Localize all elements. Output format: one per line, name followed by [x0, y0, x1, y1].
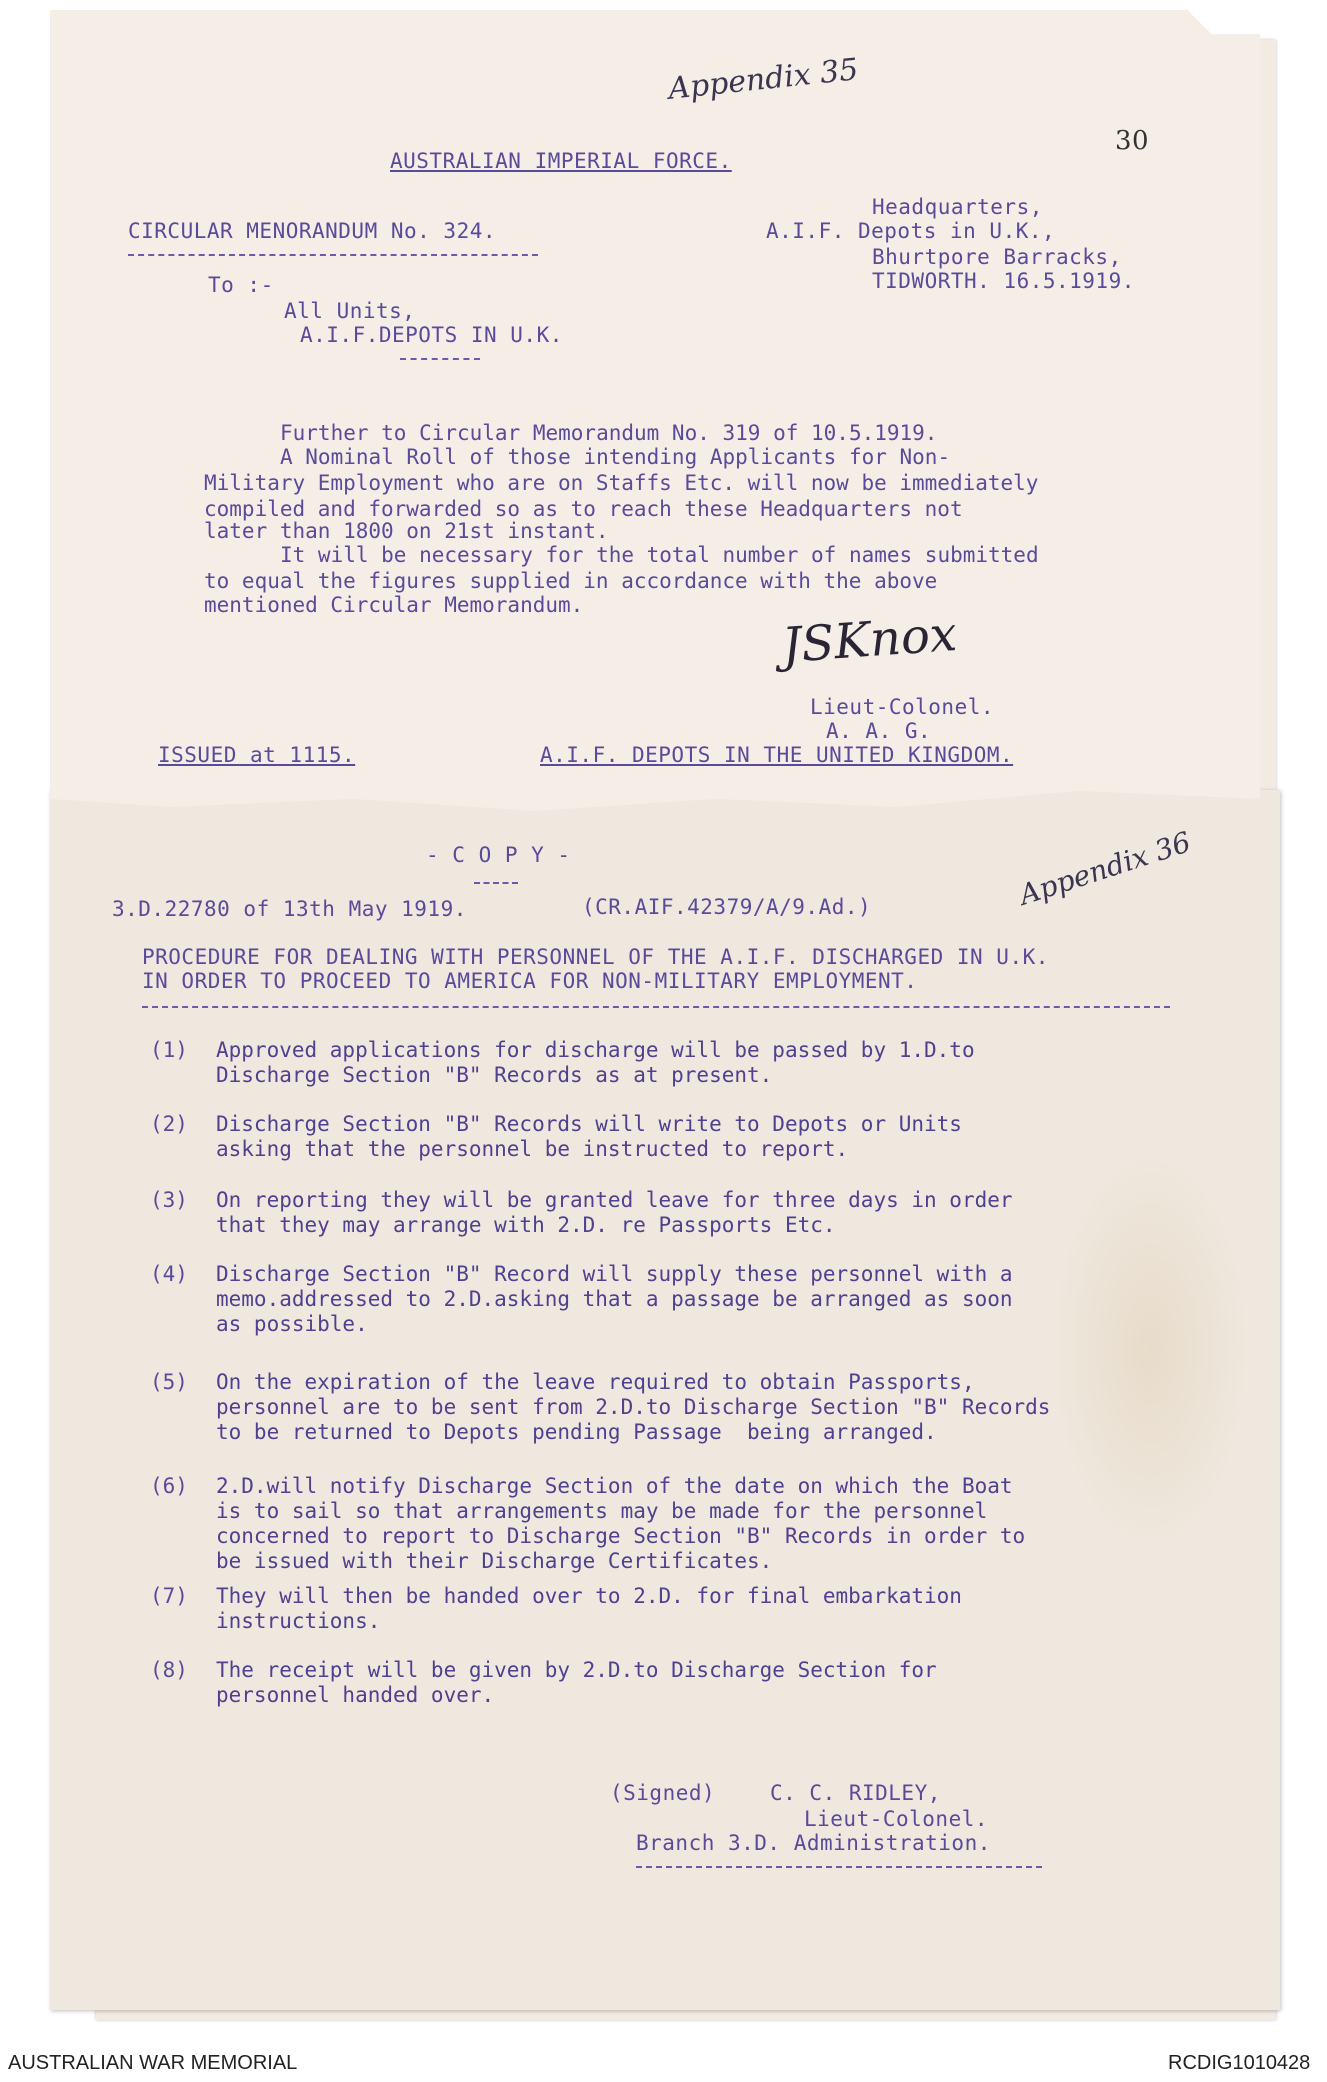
copy-subject-line-2: IN ORDER TO PROCEED TO AMERICA FOR NON-MILITARY EMPLOYMENT.	[142, 969, 918, 993]
memo-paragraph-line-2: A Nominal Roll of those intending Applicants for Non-	[280, 445, 951, 469]
copy-heading: - C O P Y -	[426, 843, 571, 867]
handwritten-appendix-36: Appendix 36	[1015, 825, 1195, 912]
item-text-line: Discharge Section "B" Record will supply these personnel with a	[216, 1262, 1013, 1286]
copy-reference-code: (CR.AIF.42379/A/9.Ad.)	[582, 895, 872, 919]
copy-subject-line-1: PROCEDURE FOR DEALING WITH PERSONNEL OF THE A.I.F. DISCHARGED IN U.K.	[142, 945, 1049, 969]
address-line-2: A.I.F. Depots in U.K.,	[766, 219, 1056, 243]
page-number: 30	[1115, 126, 1150, 156]
memo-paragraph-line-7: to equal the figures supplied in accordance with the above	[204, 569, 938, 593]
signature-rule	[636, 1866, 1042, 1868]
item-text-line: to be returned to Depots pending Passage being arranged.	[216, 1420, 937, 1444]
address-line-3: Bhurtpore Barracks,	[872, 245, 1122, 269]
item-text-line: Approved applications for discharge will be passed by 1.D.to	[216, 1038, 975, 1062]
memo-paragraph-line-1: Further to Circular Memorandum No. 319 of 10.5.1919.	[280, 421, 938, 445]
issuing-unit: A.I.F. DEPOTS IN THE UNITED KINGDOM.	[540, 743, 1014, 767]
item-text-line: asking that the personnel be instructed to report.	[216, 1137, 849, 1161]
item-text-line: memo.addressed to 2.D.asking that a passage be arranged as soon	[216, 1287, 1013, 1311]
item-text-line: They will then be handed over to 2.D. for final embarkation	[216, 1584, 962, 1608]
memo-number: CIRCULAR MENORANDUM No. 324.	[128, 219, 497, 243]
item-text-line: 2.D.will notify Discharge Section of the date on which the Boat	[216, 1474, 1013, 1498]
footer-right: RCDIG1010428	[1168, 2052, 1311, 2074]
to-label: To :-	[208, 273, 274, 297]
document-title: AUSTRALIAN IMPERIAL FORCE.	[390, 149, 732, 173]
subject-rule	[142, 1006, 1170, 1008]
item-text-line: be issued with their Discharge Certificates.	[216, 1549, 773, 1573]
footer-left: AUSTRALIAN WAR MEMORIAL	[8, 2052, 298, 2074]
item-text-line: Discharge Section "B" Records as at present.	[216, 1063, 773, 1087]
memo-paragraph-line-5: later than 1800 on 21st instant.	[204, 519, 609, 543]
item-text-line: On reporting they will be granted leave for three days in order	[216, 1188, 1013, 1212]
memo-number-rule	[128, 254, 538, 256]
memo-sheet	[50, 10, 1260, 815]
address-line-1: Headquarters,	[872, 195, 1043, 219]
item-number: (4)	[150, 1262, 188, 1286]
signed-name: C. C. RIDLEY,	[770, 1781, 941, 1805]
recipient-rule	[400, 358, 480, 360]
signed-rank: Lieut-Colonel.	[804, 1807, 989, 1831]
item-text-line: The receipt will be given by 2.D.to Discharge Section for	[216, 1658, 937, 1682]
handwritten-appendix-35: Appendix 35	[666, 52, 860, 107]
memo-paragraph-line-4: compiled and forwarded so as to reach these Headquarters not	[204, 497, 963, 521]
item-text-line: that they may arrange with 2.D. re Passports Etc.	[216, 1213, 836, 1237]
memo-paragraph-line-3: Military Employment who are on Staffs Etc. will now be immediately	[204, 471, 1039, 495]
signature-knox: JSKnox	[780, 605, 959, 675]
item-text-line: personnel handed over.	[216, 1683, 495, 1707]
memo-paragraph-line-6: It will be necessary for the total number of names submitted	[280, 543, 1039, 567]
signatory-rank: Lieut-Colonel.	[810, 695, 995, 719]
item-number: (6)	[150, 1474, 188, 1498]
item-number: (7)	[150, 1584, 188, 1608]
recipient-line-1: All Units,	[284, 299, 416, 323]
copy-reference: 3.D.22780 of 13th May 1919.	[112, 897, 467, 921]
copy-heading-rule	[474, 882, 518, 884]
signed-label: (Signed)	[610, 1781, 716, 1805]
paper-stain	[1050, 1150, 1250, 1550]
issued-time: ISSUED at 1115.	[158, 743, 356, 767]
item-number: (2)	[150, 1112, 188, 1136]
item-text-line: as possible.	[216, 1312, 368, 1336]
item-text-line: Discharge Section "B" Records will write to Depots or Units	[216, 1112, 962, 1136]
recipient-line-2: A.I.F.DEPOTS IN U.K.	[300, 323, 563, 347]
address-line-4: TIDWORTH. 16.5.1919.	[872, 269, 1135, 293]
item-text-line: concerned to report to Discharge Section "B" Records in order to	[216, 1524, 1026, 1548]
item-number: (8)	[150, 1658, 188, 1682]
signatory-role: A. A. G.	[826, 719, 932, 743]
memo-paragraph-line-8: mentioned Circular Memorandum.	[204, 593, 584, 617]
item-text-line: instructions.	[216, 1609, 381, 1633]
item-number: (3)	[150, 1188, 188, 1212]
item-text-line: On the expiration of the leave required to obtain Passports,	[216, 1370, 975, 1394]
item-number: (5)	[150, 1370, 188, 1394]
signed-branch: Branch 3.D. Administration.	[636, 1831, 991, 1855]
item-text-line: is to sail so that arrangements may be made for the personnel	[216, 1499, 988, 1523]
item-number: (1)	[150, 1038, 188, 1062]
item-text-line: personnel are to be sent from 2.D.to Discharge Section "B" Records	[216, 1395, 1051, 1419]
